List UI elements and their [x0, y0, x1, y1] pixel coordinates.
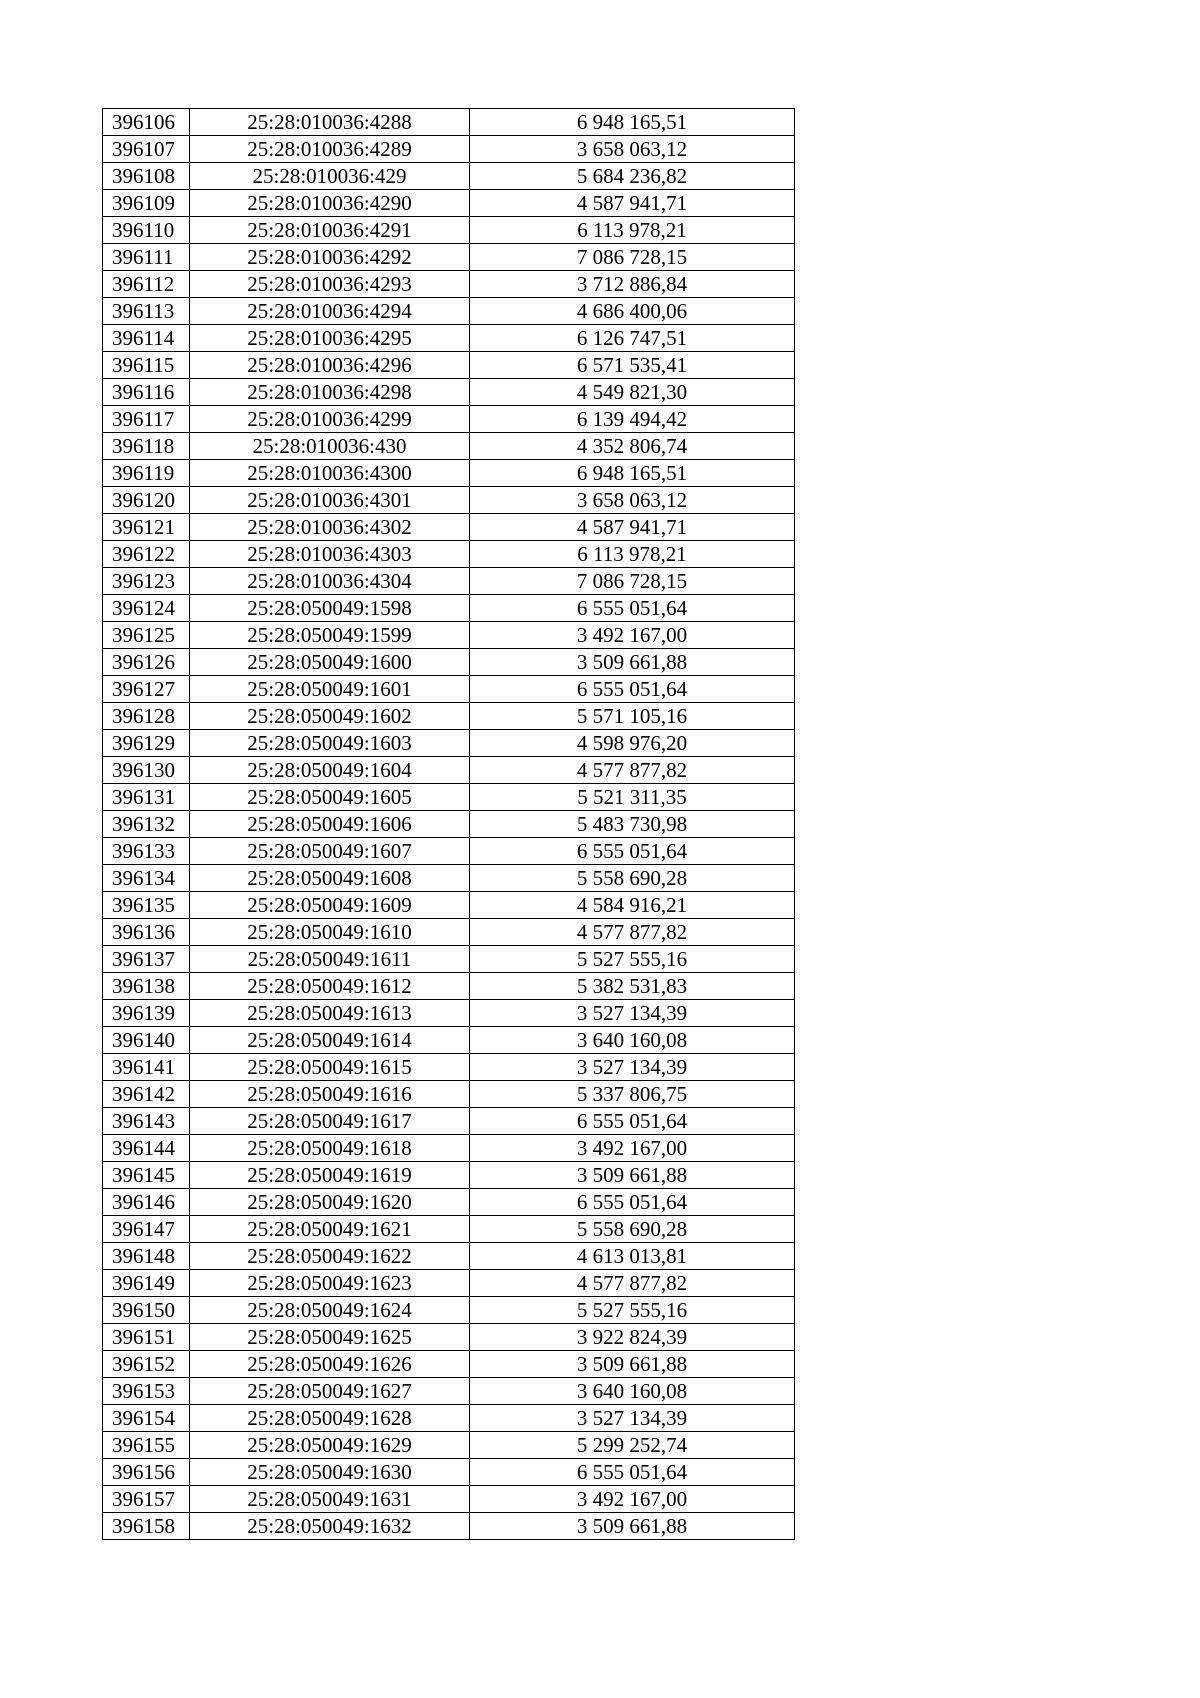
cadastral-number-cell: 25:28:010036:430 — [190, 433, 470, 460]
table-row — [103, 730, 795, 757]
record-number-cell: 396125 — [103, 622, 190, 649]
cadastral-number-cell: 25:28:050049:1601 — [190, 676, 470, 703]
value-cell: 4 686 400,06 — [470, 298, 795, 325]
value-cell: 4 549 821,30 — [470, 379, 795, 406]
cadastral-number-cell: 25:28:050049:1617 — [190, 1108, 470, 1135]
cadastral-number-cell: 25:28:010036:4292 — [190, 244, 470, 271]
cadastral-number-cell: 25:28:010036:4294 — [190, 298, 470, 325]
value-cell: 6 948 165,51 — [470, 109, 795, 136]
table-row — [103, 811, 795, 838]
data-table — [102, 108, 795, 1540]
table-row — [103, 919, 795, 946]
record-number-cell: 396120 — [103, 487, 190, 514]
record-number-cell: 396158 — [103, 1513, 190, 1540]
value-cell: 3 712 886,84 — [470, 271, 795, 298]
cadastral-number-cell: 25:28:050049:1605 — [190, 784, 470, 811]
cadastral-number-cell: 25:28:050049:1608 — [190, 865, 470, 892]
value-cell: 4 352 806,74 — [470, 433, 795, 460]
table-row — [103, 1513, 795, 1540]
value-cell: 5 571 105,16 — [470, 703, 795, 730]
record-number-cell: 396140 — [103, 1027, 190, 1054]
record-number-cell: 396154 — [103, 1405, 190, 1432]
table-row — [103, 568, 795, 595]
cadastral-number-cell: 25:28:050049:1606 — [190, 811, 470, 838]
value-cell: 6 571 535,41 — [470, 352, 795, 379]
value-cell: 3 492 167,00 — [470, 622, 795, 649]
table-row — [103, 1324, 795, 1351]
cadastral-number-cell: 25:28:010036:4303 — [190, 541, 470, 568]
cadastral-number-cell: 25:28:050049:1614 — [190, 1027, 470, 1054]
value-cell: 3 509 661,88 — [470, 1351, 795, 1378]
cadastral-number-cell: 25:28:010036:4296 — [190, 352, 470, 379]
record-number-cell: 396153 — [103, 1378, 190, 1405]
table-row — [103, 1378, 795, 1405]
record-number-cell: 396115 — [103, 352, 190, 379]
cadastral-number-cell: 25:28:010036:4304 — [190, 568, 470, 595]
table-row — [103, 271, 795, 298]
value-cell: 6 139 494,42 — [470, 406, 795, 433]
cadastral-number-cell: 25:28:050049:1620 — [190, 1189, 470, 1216]
record-number-cell: 396133 — [103, 838, 190, 865]
record-number-cell: 396113 — [103, 298, 190, 325]
record-number-cell: 396143 — [103, 1108, 190, 1135]
table-row — [103, 1081, 795, 1108]
cadastral-number-cell: 25:28:050049:1607 — [190, 838, 470, 865]
value-cell: 3 509 661,88 — [470, 1162, 795, 1189]
record-number-cell: 396108 — [103, 163, 190, 190]
table-row — [103, 487, 795, 514]
record-number-cell: 396157 — [103, 1486, 190, 1513]
cadastral-number-cell: 25:28:050049:1625 — [190, 1324, 470, 1351]
value-cell: 3 509 661,88 — [470, 1513, 795, 1540]
record-number-cell: 396134 — [103, 865, 190, 892]
record-number-cell: 396150 — [103, 1297, 190, 1324]
record-number-cell: 396127 — [103, 676, 190, 703]
record-number-cell: 396107 — [103, 136, 190, 163]
table-row — [103, 541, 795, 568]
table-row — [103, 1162, 795, 1189]
value-cell: 3 527 134,39 — [470, 1405, 795, 1432]
table-row — [103, 1216, 795, 1243]
cadastral-number-cell: 25:28:010036:4289 — [190, 136, 470, 163]
value-cell: 3 640 160,08 — [470, 1027, 795, 1054]
cadastral-number-cell: 25:28:050049:1610 — [190, 919, 470, 946]
cadastral-number-cell: 25:28:050049:1604 — [190, 757, 470, 784]
cadastral-number-cell: 25:28:010036:4295 — [190, 325, 470, 352]
cadastral-number-cell: 25:28:050049:1624 — [190, 1297, 470, 1324]
value-cell: 6 113 978,21 — [470, 217, 795, 244]
value-cell: 5 299 252,74 — [470, 1432, 795, 1459]
table-row — [103, 244, 795, 271]
table-row — [103, 1000, 795, 1027]
cadastral-number-cell: 25:28:050049:1626 — [190, 1351, 470, 1378]
cadastral-number-cell: 25:28:010036:4301 — [190, 487, 470, 514]
record-number-cell: 396121 — [103, 514, 190, 541]
table-row — [103, 1459, 795, 1486]
value-cell: 3 509 661,88 — [470, 649, 795, 676]
record-number-cell: 396109 — [103, 190, 190, 217]
cadastral-number-cell: 25:28:050049:1611 — [190, 946, 470, 973]
cadastral-number-cell: 25:28:050049:1630 — [190, 1459, 470, 1486]
record-number-cell: 396137 — [103, 946, 190, 973]
record-number-cell: 396139 — [103, 1000, 190, 1027]
record-number-cell: 396117 — [103, 406, 190, 433]
value-cell: 5 483 730,98 — [470, 811, 795, 838]
table-body — [103, 109, 795, 1540]
cadastral-number-cell: 25:28:050049:1613 — [190, 1000, 470, 1027]
cadastral-number-cell: 25:28:050049:1612 — [190, 973, 470, 1000]
value-cell: 6 126 747,51 — [470, 325, 795, 352]
value-cell: 6 555 051,64 — [470, 1459, 795, 1486]
table-row — [103, 973, 795, 1000]
table-row — [103, 1027, 795, 1054]
cadastral-number-cell: 25:28:050049:1616 — [190, 1081, 470, 1108]
table-row — [103, 352, 795, 379]
table-row — [103, 595, 795, 622]
value-cell: 7 086 728,15 — [470, 244, 795, 271]
cadastral-number-cell: 25:28:050049:1599 — [190, 622, 470, 649]
record-number-cell: 396141 — [103, 1054, 190, 1081]
value-cell: 5 521 311,35 — [470, 784, 795, 811]
value-cell: 3 527 134,39 — [470, 1054, 795, 1081]
cadastral-number-cell: 25:28:050049:1603 — [190, 730, 470, 757]
cadastral-number-cell: 25:28:010036:4291 — [190, 217, 470, 244]
record-number-cell: 396144 — [103, 1135, 190, 1162]
record-number-cell: 396129 — [103, 730, 190, 757]
table-row — [103, 406, 795, 433]
table-row — [103, 946, 795, 973]
table-row — [103, 1135, 795, 1162]
record-number-cell: 396145 — [103, 1162, 190, 1189]
value-cell: 5 382 531,83 — [470, 973, 795, 1000]
record-number-cell: 396131 — [103, 784, 190, 811]
value-cell: 4 613 013,81 — [470, 1243, 795, 1270]
value-cell: 5 527 555,16 — [470, 1297, 795, 1324]
record-number-cell: 396123 — [103, 568, 190, 595]
table-row — [103, 433, 795, 460]
table-row — [103, 1405, 795, 1432]
cadastral-number-cell: 25:28:050049:1632 — [190, 1513, 470, 1540]
value-cell: 3 640 160,08 — [470, 1378, 795, 1405]
table-row — [103, 1189, 795, 1216]
value-cell: 4 577 877,82 — [470, 757, 795, 784]
table-row — [103, 838, 795, 865]
record-number-cell: 396122 — [103, 541, 190, 568]
table-row — [103, 136, 795, 163]
value-cell: 6 555 051,64 — [470, 1189, 795, 1216]
table-row — [103, 514, 795, 541]
table-row — [103, 1054, 795, 1081]
value-cell: 5 558 690,28 — [470, 1216, 795, 1243]
value-cell: 6 555 051,64 — [470, 1108, 795, 1135]
table-row — [103, 1270, 795, 1297]
value-cell: 3 527 134,39 — [470, 1000, 795, 1027]
record-number-cell: 396106 — [103, 109, 190, 136]
table-row — [103, 379, 795, 406]
value-cell: 6 113 978,21 — [470, 541, 795, 568]
cadastral-number-cell: 25:28:010036:4293 — [190, 271, 470, 298]
table-row — [103, 190, 795, 217]
value-cell: 4 584 916,21 — [470, 892, 795, 919]
cadastral-number-cell: 25:28:010036:4302 — [190, 514, 470, 541]
value-cell: 4 587 941,71 — [470, 514, 795, 541]
cadastral-number-cell: 25:28:050049:1631 — [190, 1486, 470, 1513]
record-number-cell: 396152 — [103, 1351, 190, 1378]
cadastral-number-cell: 25:28:010036:4299 — [190, 406, 470, 433]
value-cell: 4 577 877,82 — [470, 919, 795, 946]
cadastral-number-cell: 25:28:050049:1602 — [190, 703, 470, 730]
table-row — [103, 622, 795, 649]
cadastral-number-cell: 25:28:050049:1600 — [190, 649, 470, 676]
cadastral-number-cell: 25:28:050049:1598 — [190, 595, 470, 622]
cadastral-number-cell: 25:28:050049:1623 — [190, 1270, 470, 1297]
cadastral-number-cell: 25:28:050049:1622 — [190, 1243, 470, 1270]
table-row — [103, 1243, 795, 1270]
table-row — [103, 649, 795, 676]
value-cell: 5 337 806,75 — [470, 1081, 795, 1108]
table-row — [103, 109, 795, 136]
table-row — [103, 325, 795, 352]
table-row — [103, 1297, 795, 1324]
record-number-cell: 396112 — [103, 271, 190, 298]
record-number-cell: 396138 — [103, 973, 190, 1000]
value-cell: 3 658 063,12 — [470, 487, 795, 514]
value-cell: 3 658 063,12 — [470, 136, 795, 163]
value-cell: 6 555 051,64 — [470, 595, 795, 622]
value-cell: 4 577 877,82 — [470, 1270, 795, 1297]
record-number-cell: 396146 — [103, 1189, 190, 1216]
record-number-cell: 396128 — [103, 703, 190, 730]
record-number-cell: 396118 — [103, 433, 190, 460]
record-number-cell: 396155 — [103, 1432, 190, 1459]
table-row — [103, 217, 795, 244]
record-number-cell: 396136 — [103, 919, 190, 946]
cadastral-number-cell: 25:28:050049:1628 — [190, 1405, 470, 1432]
value-cell: 6 555 051,64 — [470, 838, 795, 865]
cadastral-number-cell: 25:28:010036:4298 — [190, 379, 470, 406]
record-number-cell: 396156 — [103, 1459, 190, 1486]
table-row — [103, 757, 795, 784]
record-number-cell: 396111 — [103, 244, 190, 271]
cadastral-number-cell: 25:28:050049:1627 — [190, 1378, 470, 1405]
table-row — [103, 163, 795, 190]
record-number-cell: 396148 — [103, 1243, 190, 1270]
value-cell: 4 587 941,71 — [470, 190, 795, 217]
table-row — [103, 676, 795, 703]
value-cell: 3 492 167,00 — [470, 1135, 795, 1162]
cadastral-number-cell: 25:28:050049:1629 — [190, 1432, 470, 1459]
value-cell: 3 922 824,39 — [470, 1324, 795, 1351]
cadastral-number-cell: 25:28:010036:4300 — [190, 460, 470, 487]
table-row — [103, 460, 795, 487]
table-row — [103, 703, 795, 730]
table-row — [103, 1486, 795, 1513]
table-row — [103, 784, 795, 811]
cadastral-number-cell: 25:28:010036:4290 — [190, 190, 470, 217]
value-cell: 7 086 728,15 — [470, 568, 795, 595]
record-number-cell: 396142 — [103, 1081, 190, 1108]
value-cell: 4 598 976,20 — [470, 730, 795, 757]
value-cell: 5 558 690,28 — [470, 865, 795, 892]
cadastral-number-cell: 25:28:050049:1609 — [190, 892, 470, 919]
record-number-cell: 396119 — [103, 460, 190, 487]
value-cell: 5 684 236,82 — [470, 163, 795, 190]
cadastral-number-cell: 25:28:050049:1619 — [190, 1162, 470, 1189]
table-row — [103, 865, 795, 892]
record-number-cell: 396151 — [103, 1324, 190, 1351]
record-number-cell: 396149 — [103, 1270, 190, 1297]
table-row — [103, 1108, 795, 1135]
record-number-cell: 396114 — [103, 325, 190, 352]
table-row — [103, 1351, 795, 1378]
table-row — [103, 892, 795, 919]
record-number-cell: 396147 — [103, 1216, 190, 1243]
value-cell: 6 948 165,51 — [470, 460, 795, 487]
table-row — [103, 1432, 795, 1459]
cadastral-number-cell: 25:28:050049:1621 — [190, 1216, 470, 1243]
value-cell: 5 527 555,16 — [470, 946, 795, 973]
record-number-cell: 396132 — [103, 811, 190, 838]
cadastral-number-cell: 25:28:050049:1615 — [190, 1054, 470, 1081]
record-number-cell: 396135 — [103, 892, 190, 919]
cadastral-number-cell: 25:28:010036:429 — [190, 163, 470, 190]
record-number-cell: 396124 — [103, 595, 190, 622]
record-number-cell: 396130 — [103, 757, 190, 784]
table-row — [103, 298, 795, 325]
value-cell: 3 492 167,00 — [470, 1486, 795, 1513]
cadastral-number-cell: 25:28:010036:4288 — [190, 109, 470, 136]
record-number-cell: 396126 — [103, 649, 190, 676]
cadastral-number-cell: 25:28:050049:1618 — [190, 1135, 470, 1162]
value-cell: 6 555 051,64 — [470, 676, 795, 703]
record-number-cell: 396110 — [103, 217, 190, 244]
record-number-cell: 396116 — [103, 379, 190, 406]
